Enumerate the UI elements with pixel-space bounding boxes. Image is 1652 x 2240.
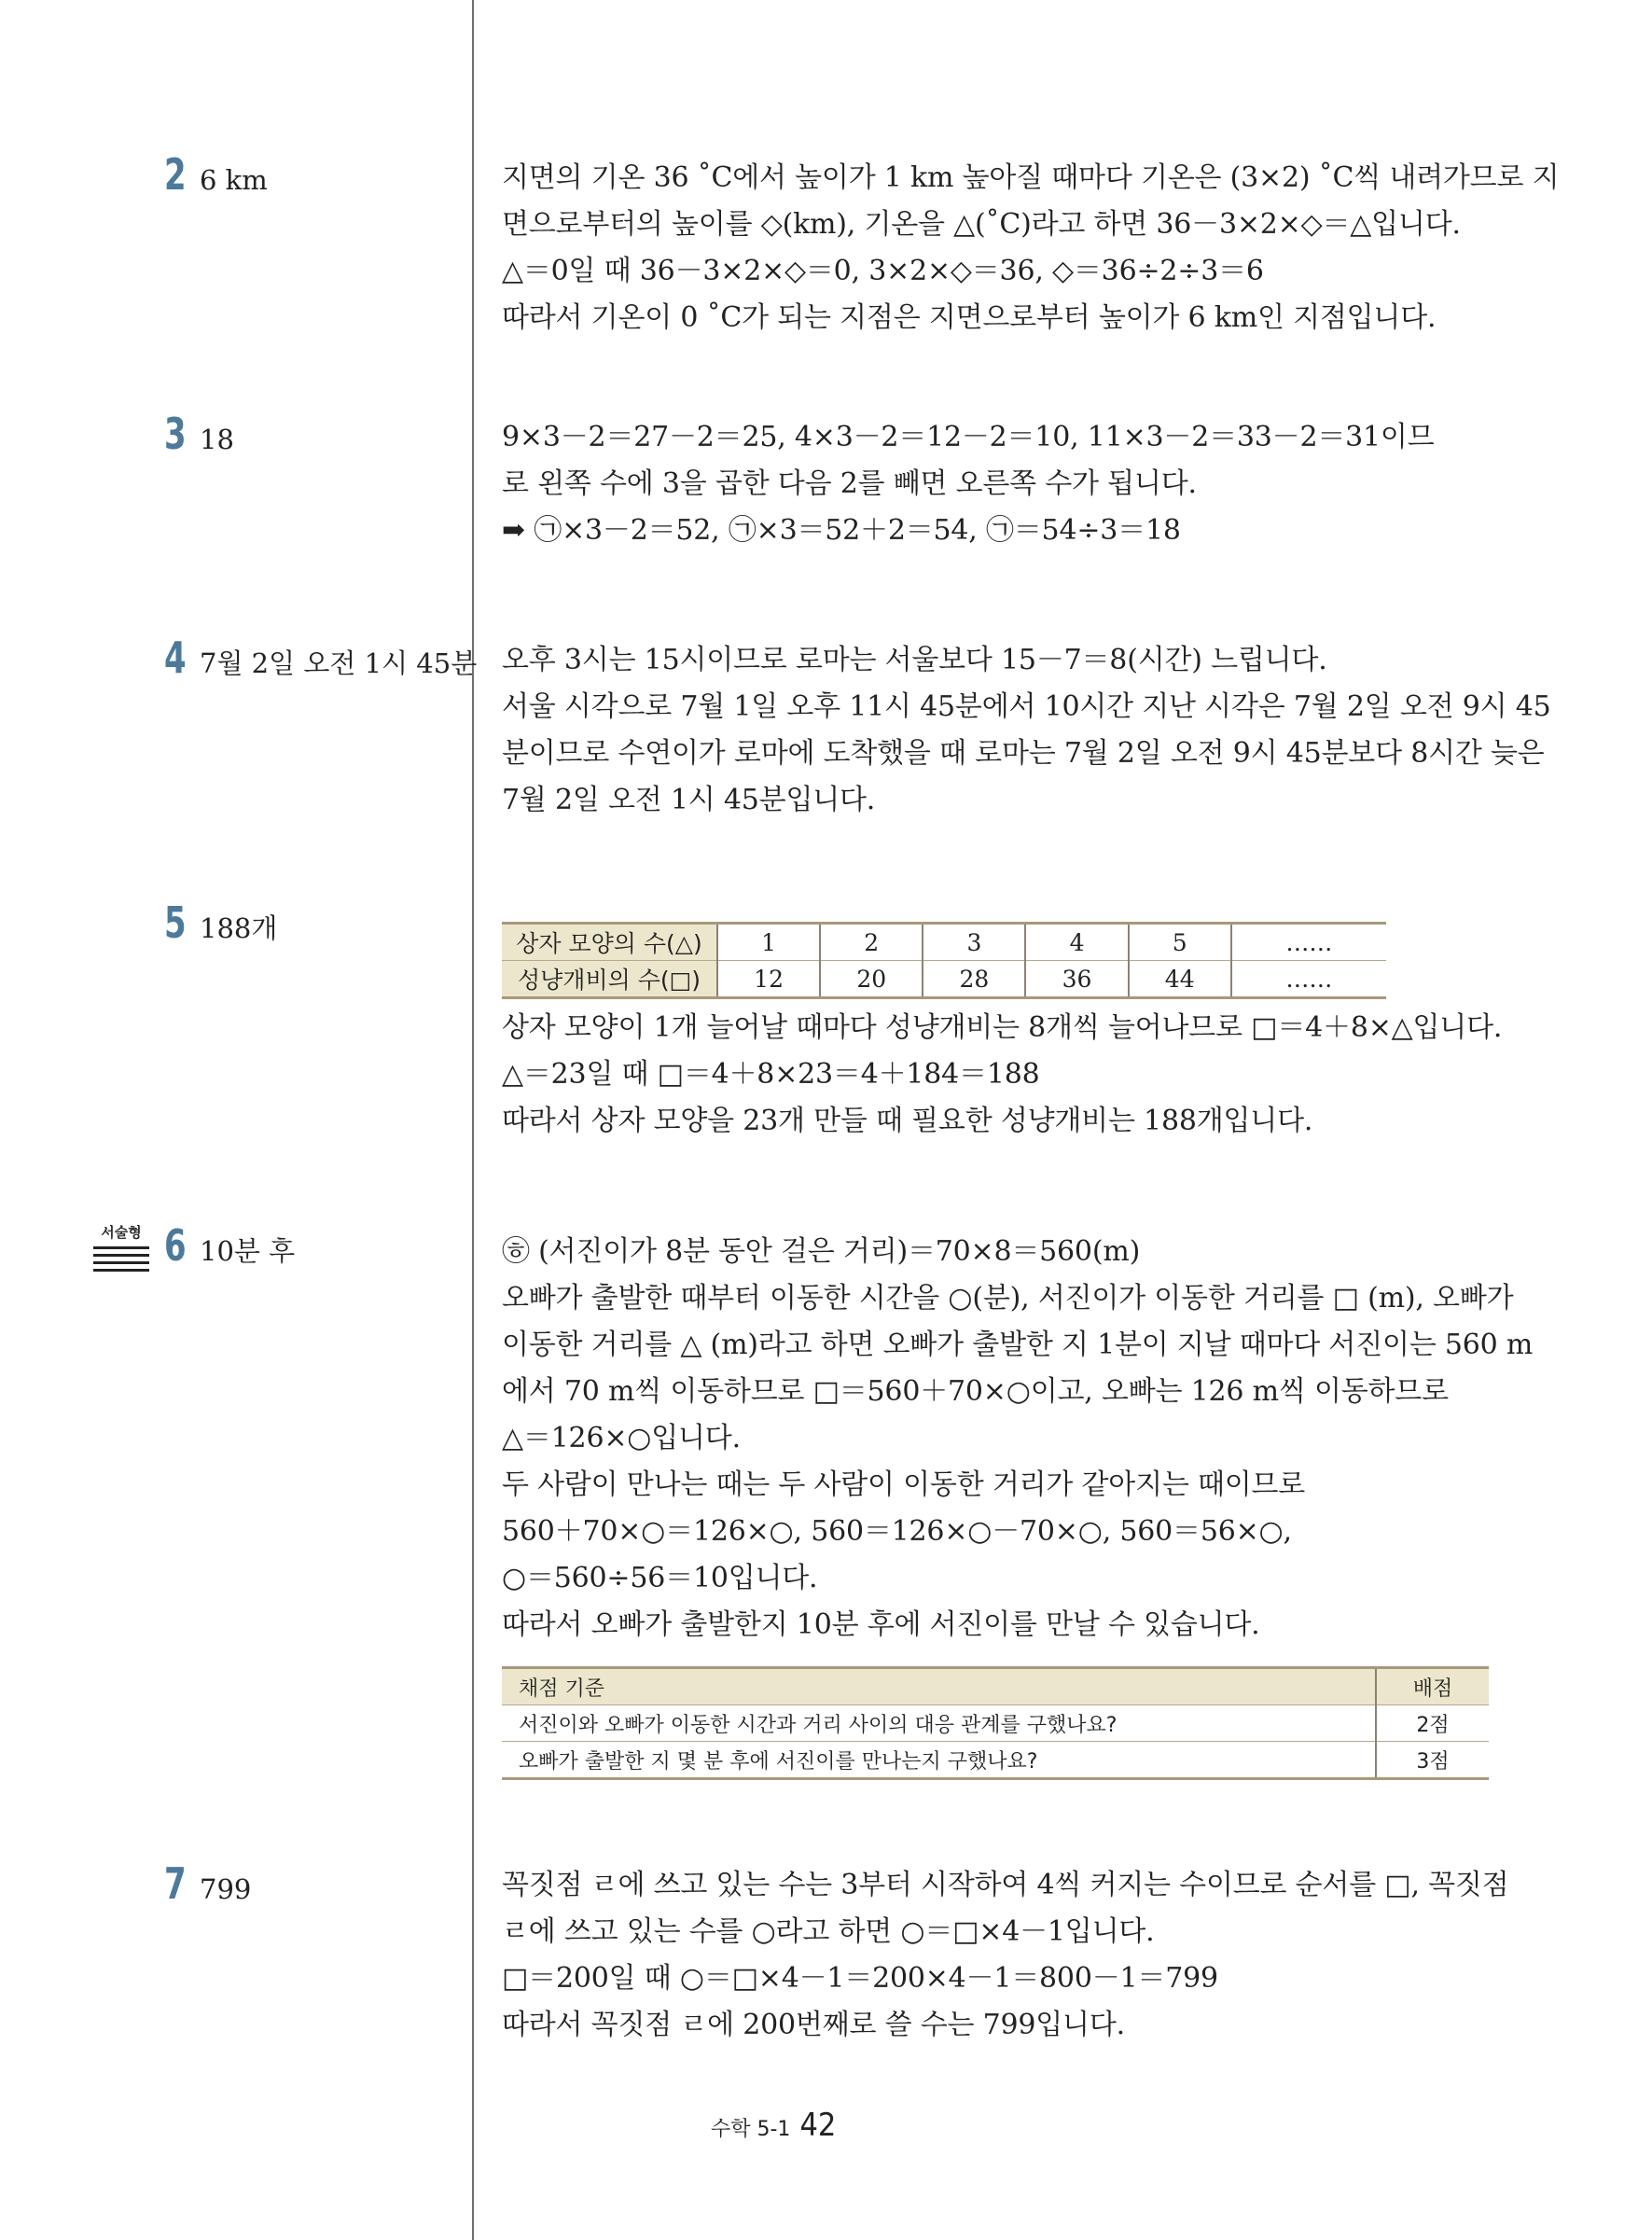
table-cell: 1 xyxy=(717,924,820,961)
answer-6 xyxy=(164,1220,295,1271)
problem-number: 7 xyxy=(164,1858,187,1909)
column-divider xyxy=(472,0,474,2240)
criteria-cell: 서진이와 오빠가 이동한 시간과 거리 사이의 대응 관계를 구했나요? xyxy=(502,1705,1376,1742)
tag-label: 서술형 xyxy=(101,1224,142,1241)
descriptive-tag xyxy=(93,1222,149,1272)
table-cell: 20 xyxy=(820,961,923,998)
solution-6 xyxy=(502,1229,1534,1649)
table-cell: …… xyxy=(1231,924,1386,961)
criteria-cell: 오빠가 출발한 지 몇 분 후에 서진이를 만나는지 구했나요? xyxy=(519,1749,1038,1774)
table-cell: 36 xyxy=(1025,961,1128,998)
solution-5 xyxy=(502,1005,1503,1145)
page-footer xyxy=(711,2107,836,2144)
solution-3 xyxy=(502,414,1491,554)
solution-line: 따라서 꼭짓점 ㄹ에 200번째로 쓸 수는 799입니다. xyxy=(502,2009,1125,2041)
points-cell: 3점 xyxy=(1376,1742,1489,1779)
table-cell: 2 xyxy=(820,924,923,961)
solution-line: 이동한 거리를 △ (m)라고 하면 오빠가 출발한 지 1분이 지날 때마다 서진이는 560 m xyxy=(502,1329,1534,1361)
answer-2 xyxy=(164,149,268,200)
points-cell: 2점 xyxy=(1376,1705,1489,1742)
table-row xyxy=(502,924,1386,961)
table-cell: …… xyxy=(1231,961,1386,998)
solution-7 xyxy=(502,1862,1509,2049)
table-cell: 44 xyxy=(1129,961,1231,998)
solution-2 xyxy=(502,155,1560,341)
solution-line: 오빠가 출발한 때부터 이동한 시간을 ○(분), 서진이가 이동한 거리를 □ (m), 오빠가 xyxy=(502,1282,1514,1315)
answer-value: 7월 2일 오전 1시 45분 xyxy=(200,647,478,679)
problem-number: 4 xyxy=(164,633,187,683)
solution-line: 오후 3시는 15시이므로 로마는 서울보다 15－7＝8(시간) 느립니다. xyxy=(502,644,1327,676)
points-header: 배점 xyxy=(1376,1668,1489,1705)
solution-line: □＝200일 때 ○＝□×4－1＝200×4－1＝800－1＝799 xyxy=(502,1962,1218,1995)
subject-label: 수학 5-1 xyxy=(711,2118,791,2141)
answer-value: 799 xyxy=(200,1873,252,1905)
table-header-cell: 상자 모양의 수(△) xyxy=(502,924,717,961)
scoring-table xyxy=(502,1666,1489,1780)
solution-line: 에서 70 m씩 이동하므로 □＝560＋70×○이고, 오빠는 126 m씩 이동하므로 xyxy=(502,1375,1449,1408)
solution-line: ㄹ에 쓰고 있는 수를 ○라고 하면 ○＝□×4－1입니다. xyxy=(502,1915,1155,1948)
answer-7 xyxy=(164,1858,251,1909)
solution-line: 따라서 오빠가 출발한지 10분 후에 서진이를 만날 수 있습니다. xyxy=(502,1608,1260,1641)
table-row xyxy=(502,1705,1489,1742)
solution-line: △＝126×○입니다. xyxy=(502,1422,741,1454)
problem-number: 2 xyxy=(164,149,187,200)
solution-line: 두 사람이 만나는 때는 두 사람이 이동한 거리가 같아지는 때이므로 xyxy=(502,1468,1306,1501)
solution-line: 따라서 상자 모양을 23개 만들 때 필요한 성냥개비는 188개입니다. xyxy=(502,1105,1313,1137)
table-row xyxy=(502,961,1386,998)
table-cell: 28 xyxy=(923,961,1025,998)
solution-line: △＝23일 때 □＝4＋8×23＝4＋184＝188 xyxy=(502,1058,1040,1091)
table-row xyxy=(502,1742,1489,1779)
table-header-cell: 성냥개비의 수(□) xyxy=(502,961,717,998)
solution-line: 560＋70×○＝126×○, 560＝126×○－70×○, 560＝56×○, xyxy=(502,1515,1292,1548)
solution-line: 지면의 기온 36 ˚C에서 높이가 1 km 높아질 때마다 기온은 (3×2) ˚C씩 내려가므로 지 xyxy=(502,161,1560,194)
solution-line: 꼭짓점 ㄹ에 쓰고 있는 수는 3부터 시작하여 4씩 커지는 수이므로 순서를 □, 꼭짓점 xyxy=(502,1869,1509,1901)
table-cell: 5 xyxy=(1129,924,1231,961)
solution-line: 7월 2일 오전 1시 45분입니다. xyxy=(502,784,876,816)
solution-line: 따라서 기온이 0 ˚C가 되는 지점은 지면으로부터 높이가 6 km인 지점입니다. xyxy=(502,301,1437,334)
criteria-header: 채점 기준 xyxy=(502,1668,1376,1705)
solution-line: ○＝560÷56＝10입니다. xyxy=(502,1562,818,1594)
solution-line: ㉭ (서진이가 8분 동안 걸은 거리)＝70×8＝560(m) xyxy=(502,1235,1141,1268)
answer-value: 6 km xyxy=(200,164,268,196)
answer-value: 188개 xyxy=(200,912,278,944)
table-cell: 3 xyxy=(923,924,1025,961)
correspondence-table xyxy=(502,922,1386,999)
answer-5 xyxy=(164,897,277,948)
table-header-row xyxy=(502,1668,1489,1705)
solution-line: 면으로부터의 높이를 ◇(km), 기온을 △(˚C)라고 하면 36－3×2×◇＝△입니다. xyxy=(502,208,1461,241)
problem-number: 6 xyxy=(164,1220,187,1271)
solution-line: 상자 모양이 1개 늘어날 때마다 성냥개비는 8개씩 늘어나므로 □＝4＋8×△입니다. xyxy=(502,1011,1503,1044)
solution-line: 로 왼쪽 수에 3을 곱한 다음 2를 빼면 오른쪽 수가 됩니다. xyxy=(502,467,1197,500)
solution-line: 9×3－2＝27－2＝25, 4×3－2＝12－2＝10, 11×3－2＝33－2＝31이므 xyxy=(502,421,1435,453)
solution-line: ➡ ㉠×3－2＝52, ㉠×3＝52＋2＝54, ㉠＝54÷3＝18 xyxy=(502,514,1181,547)
solution-4 xyxy=(502,637,1551,824)
solution-line: 분이므로 수연이가 로마에 도착했을 때 로마는 7월 2일 오전 9시 45분보다 8시간 늦은 xyxy=(502,737,1545,770)
problem-number: 5 xyxy=(164,897,187,948)
solution-line: 서울 시각으로 7월 1일 오후 11시 45분에서 10시간 지난 시각은 7월 2일 오전 9시 45 xyxy=(502,690,1551,723)
page-number: 42 xyxy=(799,2107,837,2144)
table-cell: 12 xyxy=(717,961,820,998)
answer-value: 18 xyxy=(200,424,234,455)
answer-3 xyxy=(164,409,234,459)
problem-number: 3 xyxy=(164,409,187,459)
solution-line: △＝0일 때 36－3×2×◇＝0, 3×2×◇＝36, ◇＝36÷2÷3＝6 xyxy=(502,255,1264,287)
answer-value: 10분 후 xyxy=(200,1235,296,1267)
lines-icon xyxy=(93,1246,149,1272)
answer-4 xyxy=(164,633,477,683)
table-cell: 4 xyxy=(1025,924,1128,961)
